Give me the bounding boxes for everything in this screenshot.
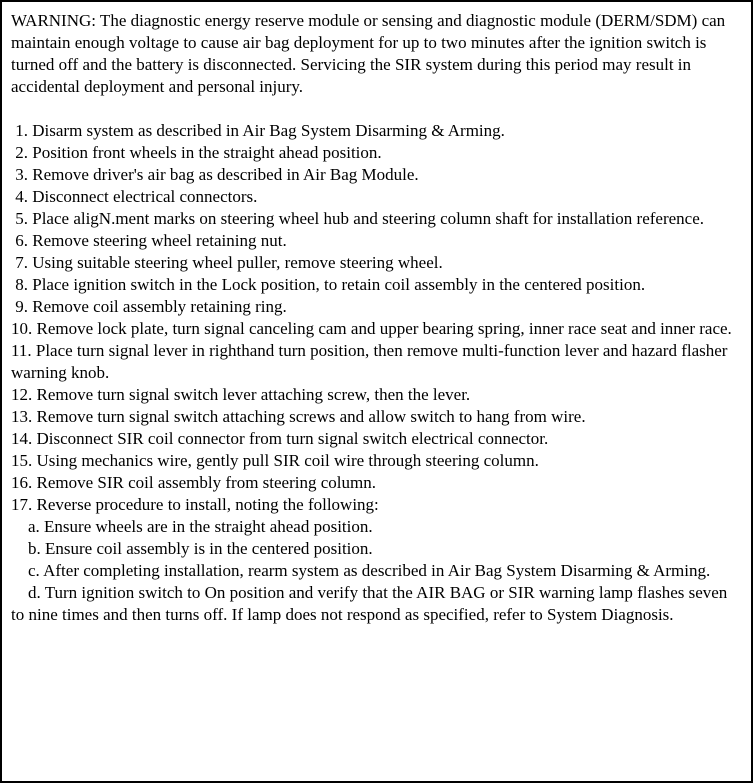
procedure-step-line: 3. Remove driver's air bag as described in Air Bag Module. [11,165,419,184]
warning-paragraph: WARNING: The diagnostic energy reserve module or sensing and diagnostic module (DERM/SDM) can maintain enough voltage to cause air bag deployment for up to two minutes after the ignition switch is turned off and the battery is disconnected. Servicing the SIR system during this period may result in accidental deployment and personal injury. [11,11,730,96]
procedure-step-line: 14. Disconnect SIR coil connector from turn signal switch electrical connector. [11,429,549,448]
procedure-step-line: 17. Reverse procedure to install, noting the following: [11,495,379,514]
procedure-step-line: 8. Place ignition switch in the Lock position, to retain coil assembly in the centered position. [11,275,646,294]
procedure-step-line: 11. Place turn signal lever in righthand turn position, then remove multi-function lever and hazard flasher warning knob. [11,341,732,382]
procedure-step-line: 16. Remove SIR coil assembly from steering column. [11,473,376,492]
procedure-step-line: b. Ensure coil assembly is in the centered position. [11,539,373,558]
procedure-step-line: c. After completing installation, rearm system as described in Air Bag System Disarming & Arming. [11,561,711,580]
procedure-step-line: 5. Place aligN.ment marks on steering wheel hub and steering column shaft for installation reference. [11,209,704,228]
procedure-step-line: 10. Remove lock plate, turn signal canceling cam and upper bearing spring, inner race seat and inner race. [11,319,732,338]
procedure-step-line: d. Turn ignition switch to On position and verify that the AIR BAG or SIR warning lamp flashes seven to nine times and then turns off. If lamp does not respond as specified, refer to System Diagnosis. [11,583,732,624]
procedure-step-line: 7. Using suitable steering wheel puller, remove steering wheel. [11,253,443,272]
procedure-step-line: 4. Disconnect electrical connectors. [11,187,258,206]
procedure-step-line: 2. Position front wheels in the straight ahead position. [11,143,382,162]
procedure-step-line: a. Ensure wheels are in the straight ahead position. [11,517,373,536]
procedure-step-line: 12. Remove turn signal switch lever attaching screw, then the lever. [11,385,471,404]
procedure-steps-list [11,120,742,626]
procedure-step-line: 9. Remove coil assembly retaining ring. [11,297,287,316]
procedure-step-line: 6. Remove steering wheel retaining nut. [11,231,287,250]
procedure-step-line: 15. Using mechanics wire, gently pull SIR coil wire through steering column. [11,451,539,470]
procedure-step-line: 1. Disarm system as described in Air Bag System Disarming & Arming. [11,121,505,140]
procedure-step-line: 13. Remove turn signal switch attaching screws and allow switch to hang from wire. [11,407,586,426]
